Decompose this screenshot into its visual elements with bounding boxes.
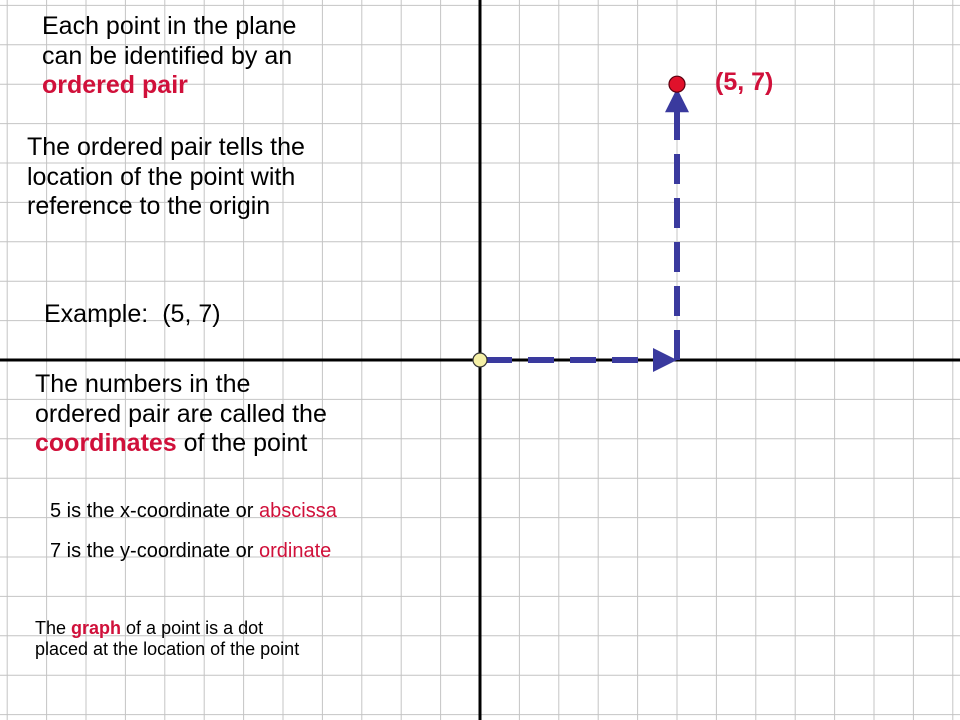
ordinate-term: ordinate <box>259 540 332 562</box>
coordinates-rest: of the point <box>176 429 308 457</box>
coordinates-line-1: The numbers in the <box>35 370 251 398</box>
intro-line-2: can be identified by an <box>42 41 293 70</box>
graph-note-term: graph <box>71 618 122 638</box>
intro-text <box>42 12 296 101</box>
ordinate-text <box>50 540 331 564</box>
example-text <box>44 300 221 330</box>
reference-text <box>27 133 305 222</box>
abscissa-text <box>50 500 337 524</box>
intro-line-1: Each point in the plane <box>42 12 297 40</box>
intro-term: ordered pair <box>42 71 188 99</box>
graph-note-prefix: The <box>35 618 72 638</box>
reference-line-1: The ordered pair tells the <box>27 133 305 161</box>
coordinates-line-2: ordered pair are called the <box>35 399 327 428</box>
graph-note-line-2: placed at the location of the point <box>35 639 300 660</box>
reference-line-2: location of the point with <box>27 162 296 191</box>
example-value: (5, 7) <box>162 300 221 328</box>
reference-line-3: reference to the origin <box>27 192 271 220</box>
abscissa-prefix: 5 is the x-coordinate or <box>50 500 259 522</box>
ordinate-prefix: 7 is the y-coordinate or <box>50 540 259 562</box>
graph-note <box>35 618 299 660</box>
coordinates-text <box>35 370 327 459</box>
origin-dot <box>473 353 487 367</box>
example-label: Example: <box>44 300 149 328</box>
abscissa-term: abscissa <box>259 500 337 522</box>
coordinates-term: coordinates <box>35 429 177 457</box>
graph-note-suffix: of a point is a dot <box>121 618 264 638</box>
point-dot <box>669 76 685 92</box>
point-label: (5, 7) <box>715 68 774 96</box>
horizontal-arrow-head <box>653 348 677 372</box>
